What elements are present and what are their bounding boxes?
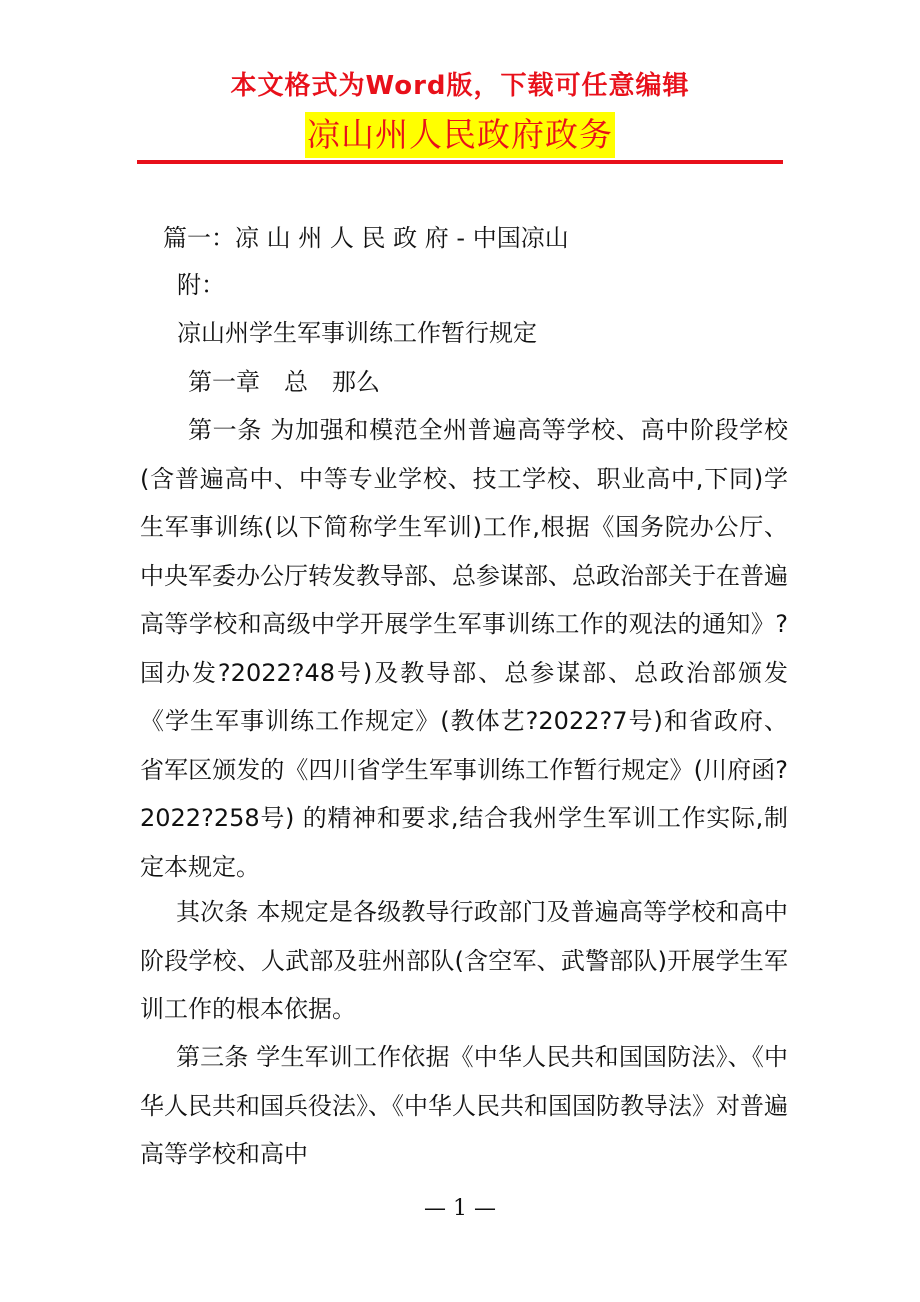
- attachment-label: 附：: [177, 271, 225, 299]
- title-container: [0, 112, 920, 158]
- section-heading: 篇一：凉 山 州 人 民 政 府 - 中国凉山: [163, 224, 569, 252]
- header-rule: [137, 160, 783, 164]
- download-notice: 本文格式为Word版，下载可任意编辑: [230, 71, 690, 101]
- article-2-paragraph: 其次条 本规定是各级教导行政部门及普遍高等学校和高中阶段学校、人武部及驻州部队(含空军、武警部队)开展学生军训工作的根本依据。: [140, 898, 788, 1023]
- document-title: 凉山州人民政府政务: [305, 112, 615, 158]
- chapter-heading: 第一章 总 那么: [188, 368, 380, 396]
- article-1-paragraph: 第一条 为加强和模范全州普遍高等学校、高中阶段学校(含普遍高中、中等专业学校、技工学校、职业高中,下同)学生军事训练(以下简称学生军训)工作,根据《国务院办公厅、中央军委办公厅转发教导部、总参谋部、总政治部关于在普遍高等学校和高级中学开展学生军事训练工作的观法的通知》?国办发?2022?48号)及教导部、总参谋部、总政治部颁发《学生军事训练工作规定》(教体艺?2022?7号)和省政府、省军区颁发的《四川省学生军事训练工作暂行规定》(川府函?2022?258号) 的精神和要求,结合我州学生军训工作实际,制定本规定。: [140, 416, 788, 881]
- regulation-title: 凉山州学生军事训练工作暂行规定: [177, 319, 537, 347]
- page-number: — 1 —: [424, 1196, 496, 1221]
- article-3-paragraph: 第三条 学生军训工作依据《中华人民共和国国防法》、《中华人民共和国兵役法》、《中华人民共和国国防教导法》对普遍高等学校和高中: [140, 1043, 788, 1168]
